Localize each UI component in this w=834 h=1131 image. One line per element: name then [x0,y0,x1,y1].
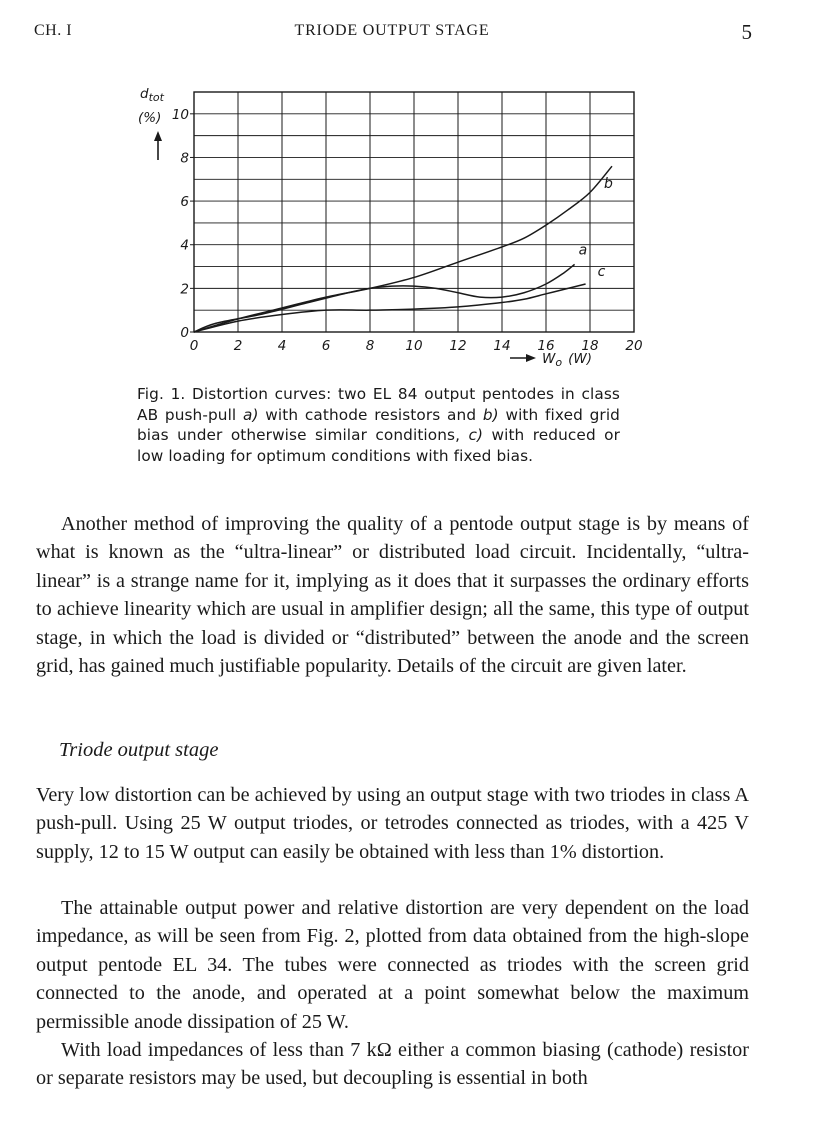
paragraph-triode-intro [36,781,749,866]
y-axis-label-symbol: $d_{tot}$ [140,86,164,104]
paragraph-text: The attainable output power and relative distortion are very dependent on the load impedance, as will be seen from Fig. 2, plotted from data obtained from the high-slope output pentode EL 34. The tubes were connected as triodes with the screen grid connected to the anode, and operated at a point somewhat below the maximum permissible anode dissipation of 25 W. [36,897,749,1033]
distortion-chart [110,76,650,376]
running-title: TRIODE OUTPUT STAGE [294,22,490,39]
page-number: 5 [741,20,752,44]
x-tick-label: 8 [365,338,375,354]
y-tick-label: 8 [180,150,189,167]
series-line-b [194,166,612,332]
paragraph-biasing [36,1036,749,1093]
x-axis-label-symbol: $W_o$ (W) [542,351,592,369]
series-label-c: c [597,264,606,280]
figure-caption [137,384,620,466]
running-head [34,22,750,44]
series-label-a: a [578,242,588,259]
caption-text-2: with cathode resistors and [258,405,483,424]
section-heading: Triode output stage [59,739,219,761]
y-tick-label: 4 [180,237,189,254]
y-tick-label: 6 [180,194,189,211]
x-tick-label: 2 [233,338,243,354]
x-tick-label: 6 [321,338,331,354]
x-tick-label: 0 [189,338,199,354]
series-line-a [194,264,575,332]
y-axis-label [138,86,165,160]
y-tick-label: 10 [171,106,189,123]
chapter-label: CH. I [34,22,73,39]
x-tick-label: 14 [493,338,511,354]
chart-grid [194,92,634,332]
x-tick-label: 16 [537,338,555,354]
y-tick-labels [172,107,194,341]
x-tick-label: 12 [449,338,467,354]
caption-label-c: c) [468,426,484,444]
y-tick-label: 2 [180,281,189,298]
x-tick-label: 10 [405,338,423,354]
paragraph-text: Another method of improving the quality of a pentode output stage is by means of what is known as the “ultra-linear” or distributed load circuit. Incidentally, “ultra-linear” is a strange name for it, implying as it does that it surpasses the ordinary efforts to achieve linearity which are usual in amplifier design; all the same, this type of output stage, in which the load is divided or “distributed” between the anode and the screen grid, has gained much justifiable popularity. Details of the circuit are given later. [36,513,749,678]
chart-series [194,166,613,332]
x-tick-label: 18 [581,338,599,354]
y-tick-label: 0 [180,325,189,341]
x-axis-arrowhead [526,354,536,362]
caption-text-3: with fixed grid bias under otherwise similar conditions, [137,405,620,444]
caption-label-b: b) [482,405,499,424]
series-label-b: b [604,176,613,193]
caption-text-4: with reduced or low loading for optimum conditions with fixed bias. [137,426,621,465]
x-tick-label: 20 [625,338,643,354]
caption-label-a: a) [243,405,259,424]
paragraph-text: Very low distortion can be achieved by using an output stage with two triodes in class A push-pull. Using 25 W output triodes, or tetrodes connected as triodes, with a 425 V supply, 12 to 15 W output can easily be obtained with less than 1% distortion. [36,784,749,863]
x-tick-label: 4 [277,338,287,354]
y-axis-label-unit: (%) [138,110,162,126]
paragraph-load-impedance [36,894,749,1036]
paragraph-text: With load impedances of less than 7 kΩ either a common biasing (cathode) resistor or separate resistors may be used, but decoupling is essential in both [36,1039,749,1090]
caption-text-1: Fig. 1. Distortion curves: two EL 84 output pentodes in class AB push-pull [137,385,620,424]
y-axis-arrowhead [154,131,162,141]
paragraph-ultra-linear [36,510,749,680]
x-axis-label [510,351,592,369]
